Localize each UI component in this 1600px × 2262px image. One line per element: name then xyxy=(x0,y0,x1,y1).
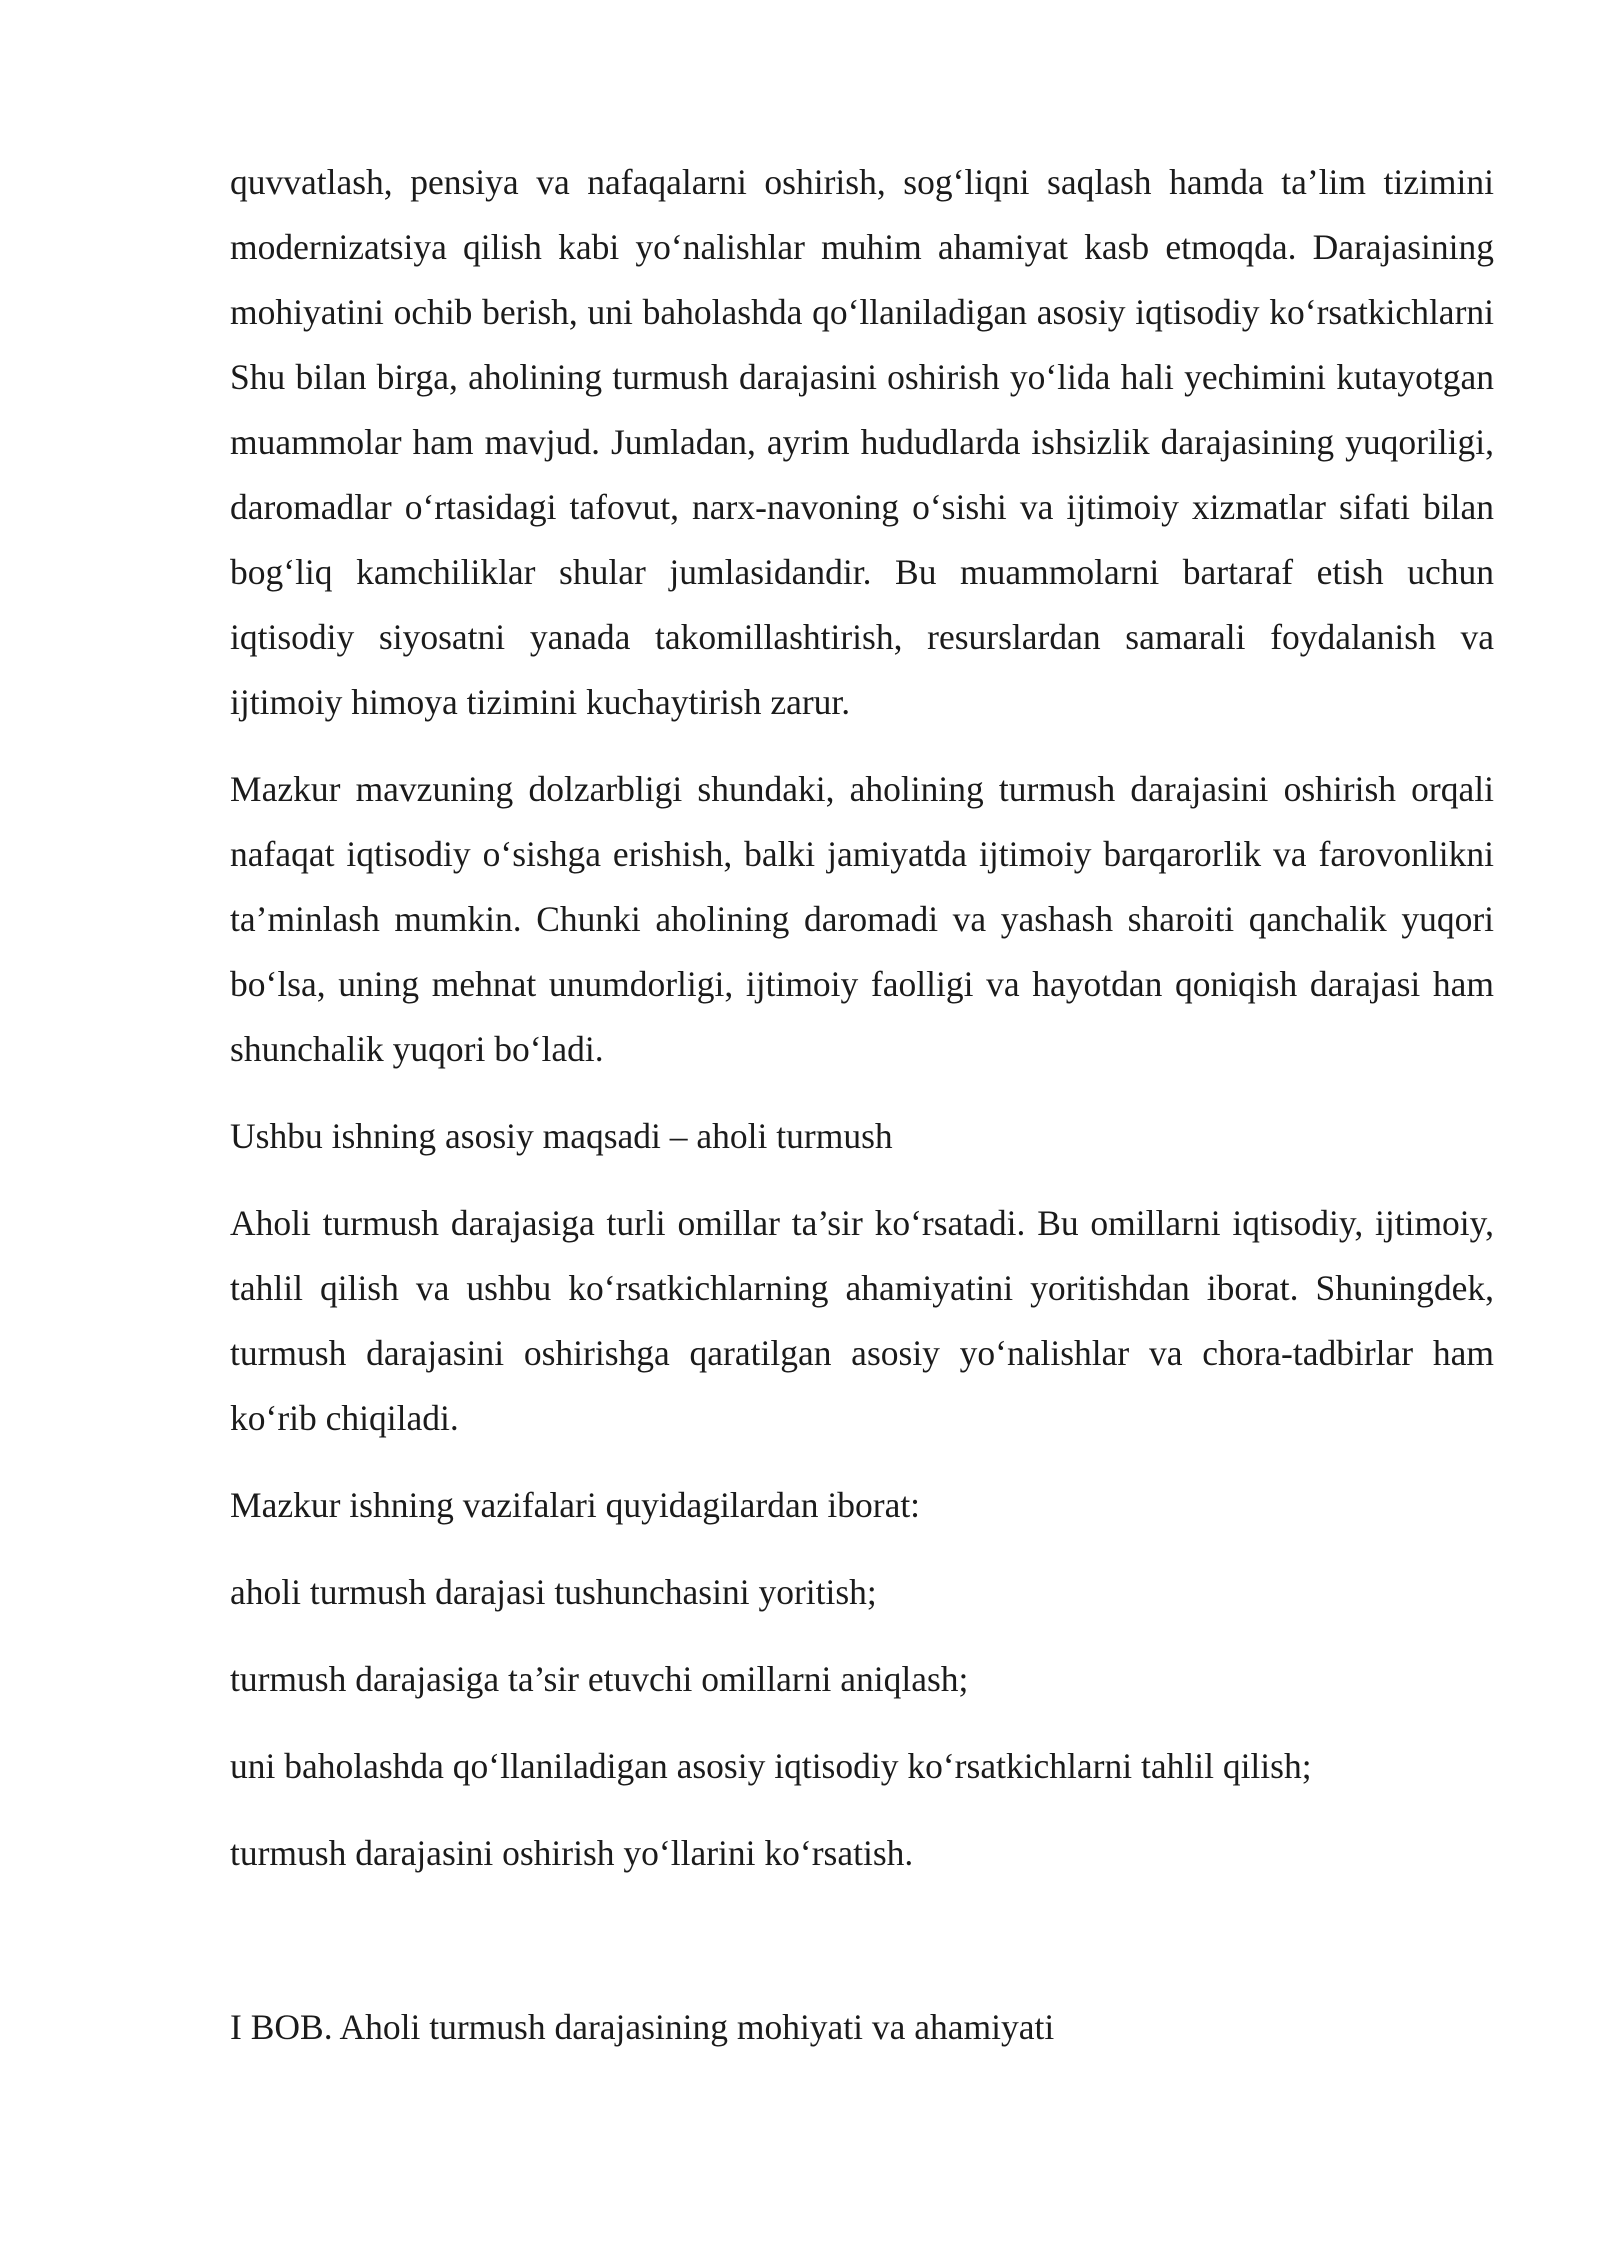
task-item: turmush darajasini oshirish yo‘llarini ko‘rsatish. xyxy=(230,1833,914,1873)
paragraph-intro-continuation: quvvatlash, pensiya va nafaqalarni oshirish, sog‘liqni saqlash hamda ta’lim tizimini modernizatsiya qilish kabi yo‘nalishlar muhim ahamiyat kasb etmoqda. Darajasining mohiyatini ochib berish, uni baholashda qo‘llaniladigan asosiy iqtisodiy ko‘rsatkichlarni Shu bilan birga, aholining turmush darajasini oshirish yo‘lida hali yechimini kutayotgan muammolar ham mavjud. Jumladan, ayrim hududlarda ishsizlik darajasining yuqoriligi, daromadlar o‘rtasidagi tafovut, narx-navoning o‘sishi va ijtimoiy xizmatlar sifati bilan bog‘liq kamchiliklar shular jumlasidandir. Bu muammolarni bartaraf etish uchun iqtisodiy siyosatni yanada takomillashtirish, resurslardan samarali foydalanish va ijtimoiy himoya tizimini kuchaytirish zarur. xyxy=(230,162,1494,722)
paragraph-relevance: Mazkur mavzuning dolzarbligi shundaki, aholining turmush darajasini oshirish orqali nafaqat iqtisodiy o‘sishga erishish, balki jamiyatda ijtimoiy barqarorlik va farovonlikni ta’minlash mumkin. Chunki aholining daromadi va yashash sharoiti qanchalik yuqori bo‘lsa, uning mehnat unumdorligi, ijtimoiy faolligi va hayotdan qoniqish darajasi ham shunchalik yuqori bo‘ladi. xyxy=(230,769,1494,1069)
task-item: uni baholashda qo‘llaniladigan asosiy iqtisodiy ko‘rsatkichlarni tahlil qilish; xyxy=(230,1746,1312,1786)
paragraph-factors: Aholi turmush darajasiga turli omillar ta’sir ko‘rsatadi. Bu omillarni iqtisodiy, ijtimoiy, tahlil qilish va ushbu ko‘rsatkichlarning ahamiyatini yoritishdan iborat. Shuningdek, turmush darajasini oshirishga qaratilgan asosiy yo‘nalishlar va chora-tadbirlar ham ko‘rib chiqiladi. xyxy=(230,1203,1494,1438)
paragraph-tasks-intro: Mazkur ishning vazifalari quyidagilardan iborat: xyxy=(230,1485,921,1525)
paragraph-goal: Ushbu ishning asosiy maqsadi – aholi turmush xyxy=(230,1116,893,1156)
chapter-heading: I BOB. Aholi turmush darajasining mohiyati va ahamiyati xyxy=(230,2007,1055,2047)
task-item: turmush darajasiga ta’sir etuvchi omillarni aniqlash; xyxy=(230,1659,969,1699)
document-body xyxy=(230,150,1494,2060)
task-item: aholi turmush darajasi tushunchasini yoritish; xyxy=(230,1572,877,1612)
